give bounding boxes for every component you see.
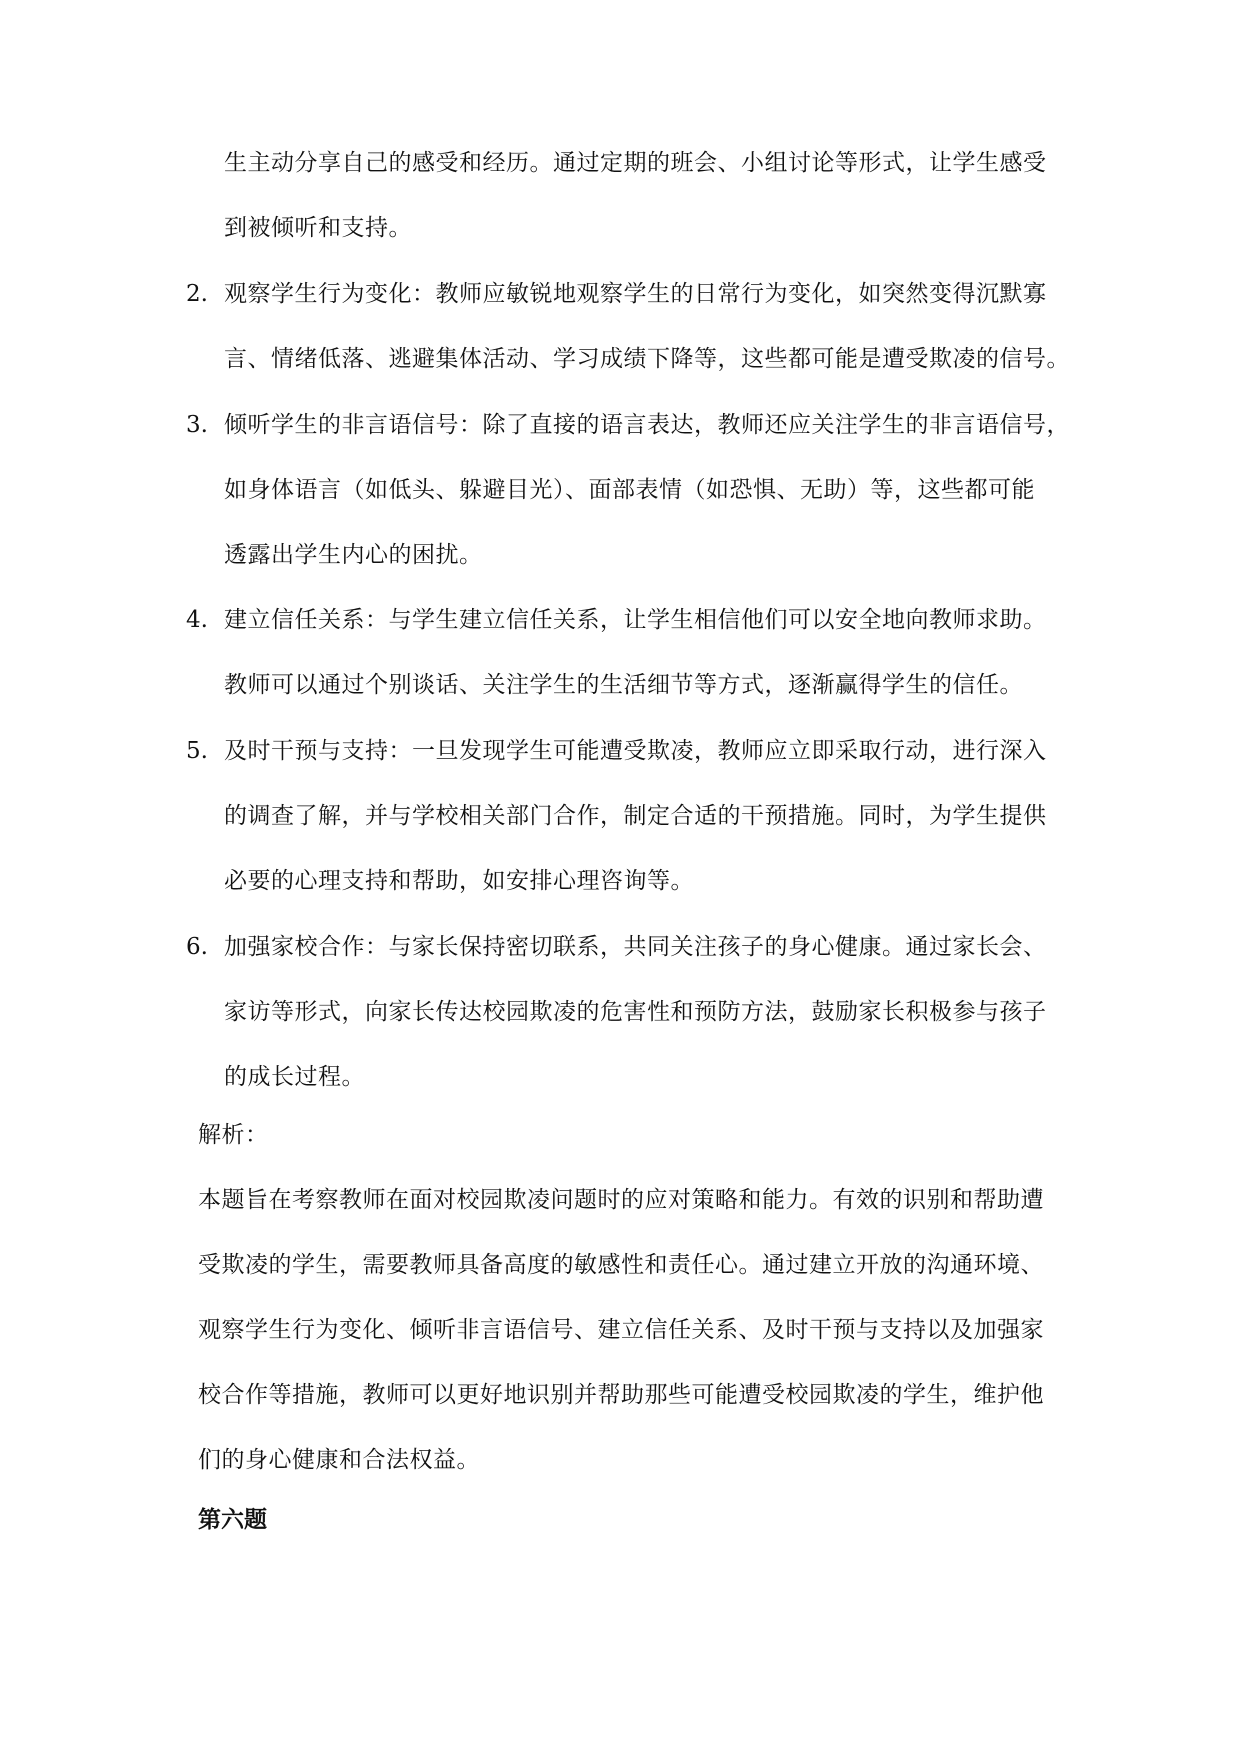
question-heading: 第六题 <box>198 1506 267 1533</box>
item2-number: 2. <box>186 281 208 307</box>
item2-line2: 言、情绪低落、逃避集体活动、学习成绩下降等，这些都可能是遭受欺凌的信号。 <box>224 346 1070 372</box>
item3-number: 3. <box>186 412 208 438</box>
analysis-line4: 校合作等措施，教师可以更好地识别并帮助那些可能遭受校园欺凌的学生，维护他 <box>198 1382 1044 1408</box>
analysis-label: 解析： <box>198 1122 269 1148</box>
item5-line3: 必要的心理支持和帮助，如安排心理咨询等。 <box>224 868 694 894</box>
item5-number: 5. <box>186 738 208 764</box>
item2-line1: 观察学生行为变化：教师应敏锐地观察学生的日常行为变化，如突然变得沉默寡 <box>224 281 1047 307</box>
item1-line1: 生主动分享自己的感受和经历。通过定期的班会、小组讨论等形式，让学生感受 <box>224 150 1047 176</box>
item1-line2: 到被倾听和支持。 <box>224 215 412 241</box>
item3-line2: 如身体语言（如低头、躲避目光）、面部表情（如恐惧、无助）等，这些都可能 <box>224 477 1035 503</box>
analysis-line2: 受欺凌的学生，需要教师具备高度的敏感性和责任心。通过建立开放的沟通环境、 <box>198 1252 1044 1278</box>
analysis-line3: 观察学生行为变化、倾听非言语信号、建立信任关系、及时干预与支持以及加强家 <box>198 1317 1044 1343</box>
item6-number: 6. <box>186 934 208 960</box>
item3-line3: 透露出学生内心的困扰。 <box>224 542 483 568</box>
item6-line3: 的成长过程。 <box>224 1064 365 1090</box>
item3-line1: 倾听学生的非言语信号：除了直接的语言表达，教师还应关注学生的非言语信号， <box>224 412 1070 438</box>
item4-line1: 建立信任关系：与学生建立信任关系，让学生相信他们可以安全地向教师求助。 <box>224 607 1047 633</box>
analysis-line1: 本题旨在考察教师在面对校园欺凌问题时的应对策略和能力。有效的识别和帮助遭 <box>198 1187 1044 1213</box>
item4-line2: 教师可以通过个别谈话、关注学生的生活细节等方式，逐渐赢得学生的信任。 <box>224 672 1023 698</box>
item5-line1: 及时干预与支持：一旦发现学生可能遭受欺凌，教师应立即采取行动，进行深入 <box>224 738 1047 764</box>
item6-line2: 家访等形式，向家长传达校园欺凌的危害性和预防方法，鼓励家长积极参与孩子 <box>224 999 1047 1025</box>
item6-line1: 加强家校合作：与家长保持密切联系，共同关注孩子的身心健康。通过家长会、 <box>224 934 1047 960</box>
item5-line2: 的调查了解，并与学校相关部门合作，制定合适的干预措施。同时，为学生提供 <box>224 803 1047 829</box>
analysis-line5: 们的身心健康和合法权益。 <box>198 1447 480 1473</box>
item4-number: 4. <box>186 607 208 633</box>
